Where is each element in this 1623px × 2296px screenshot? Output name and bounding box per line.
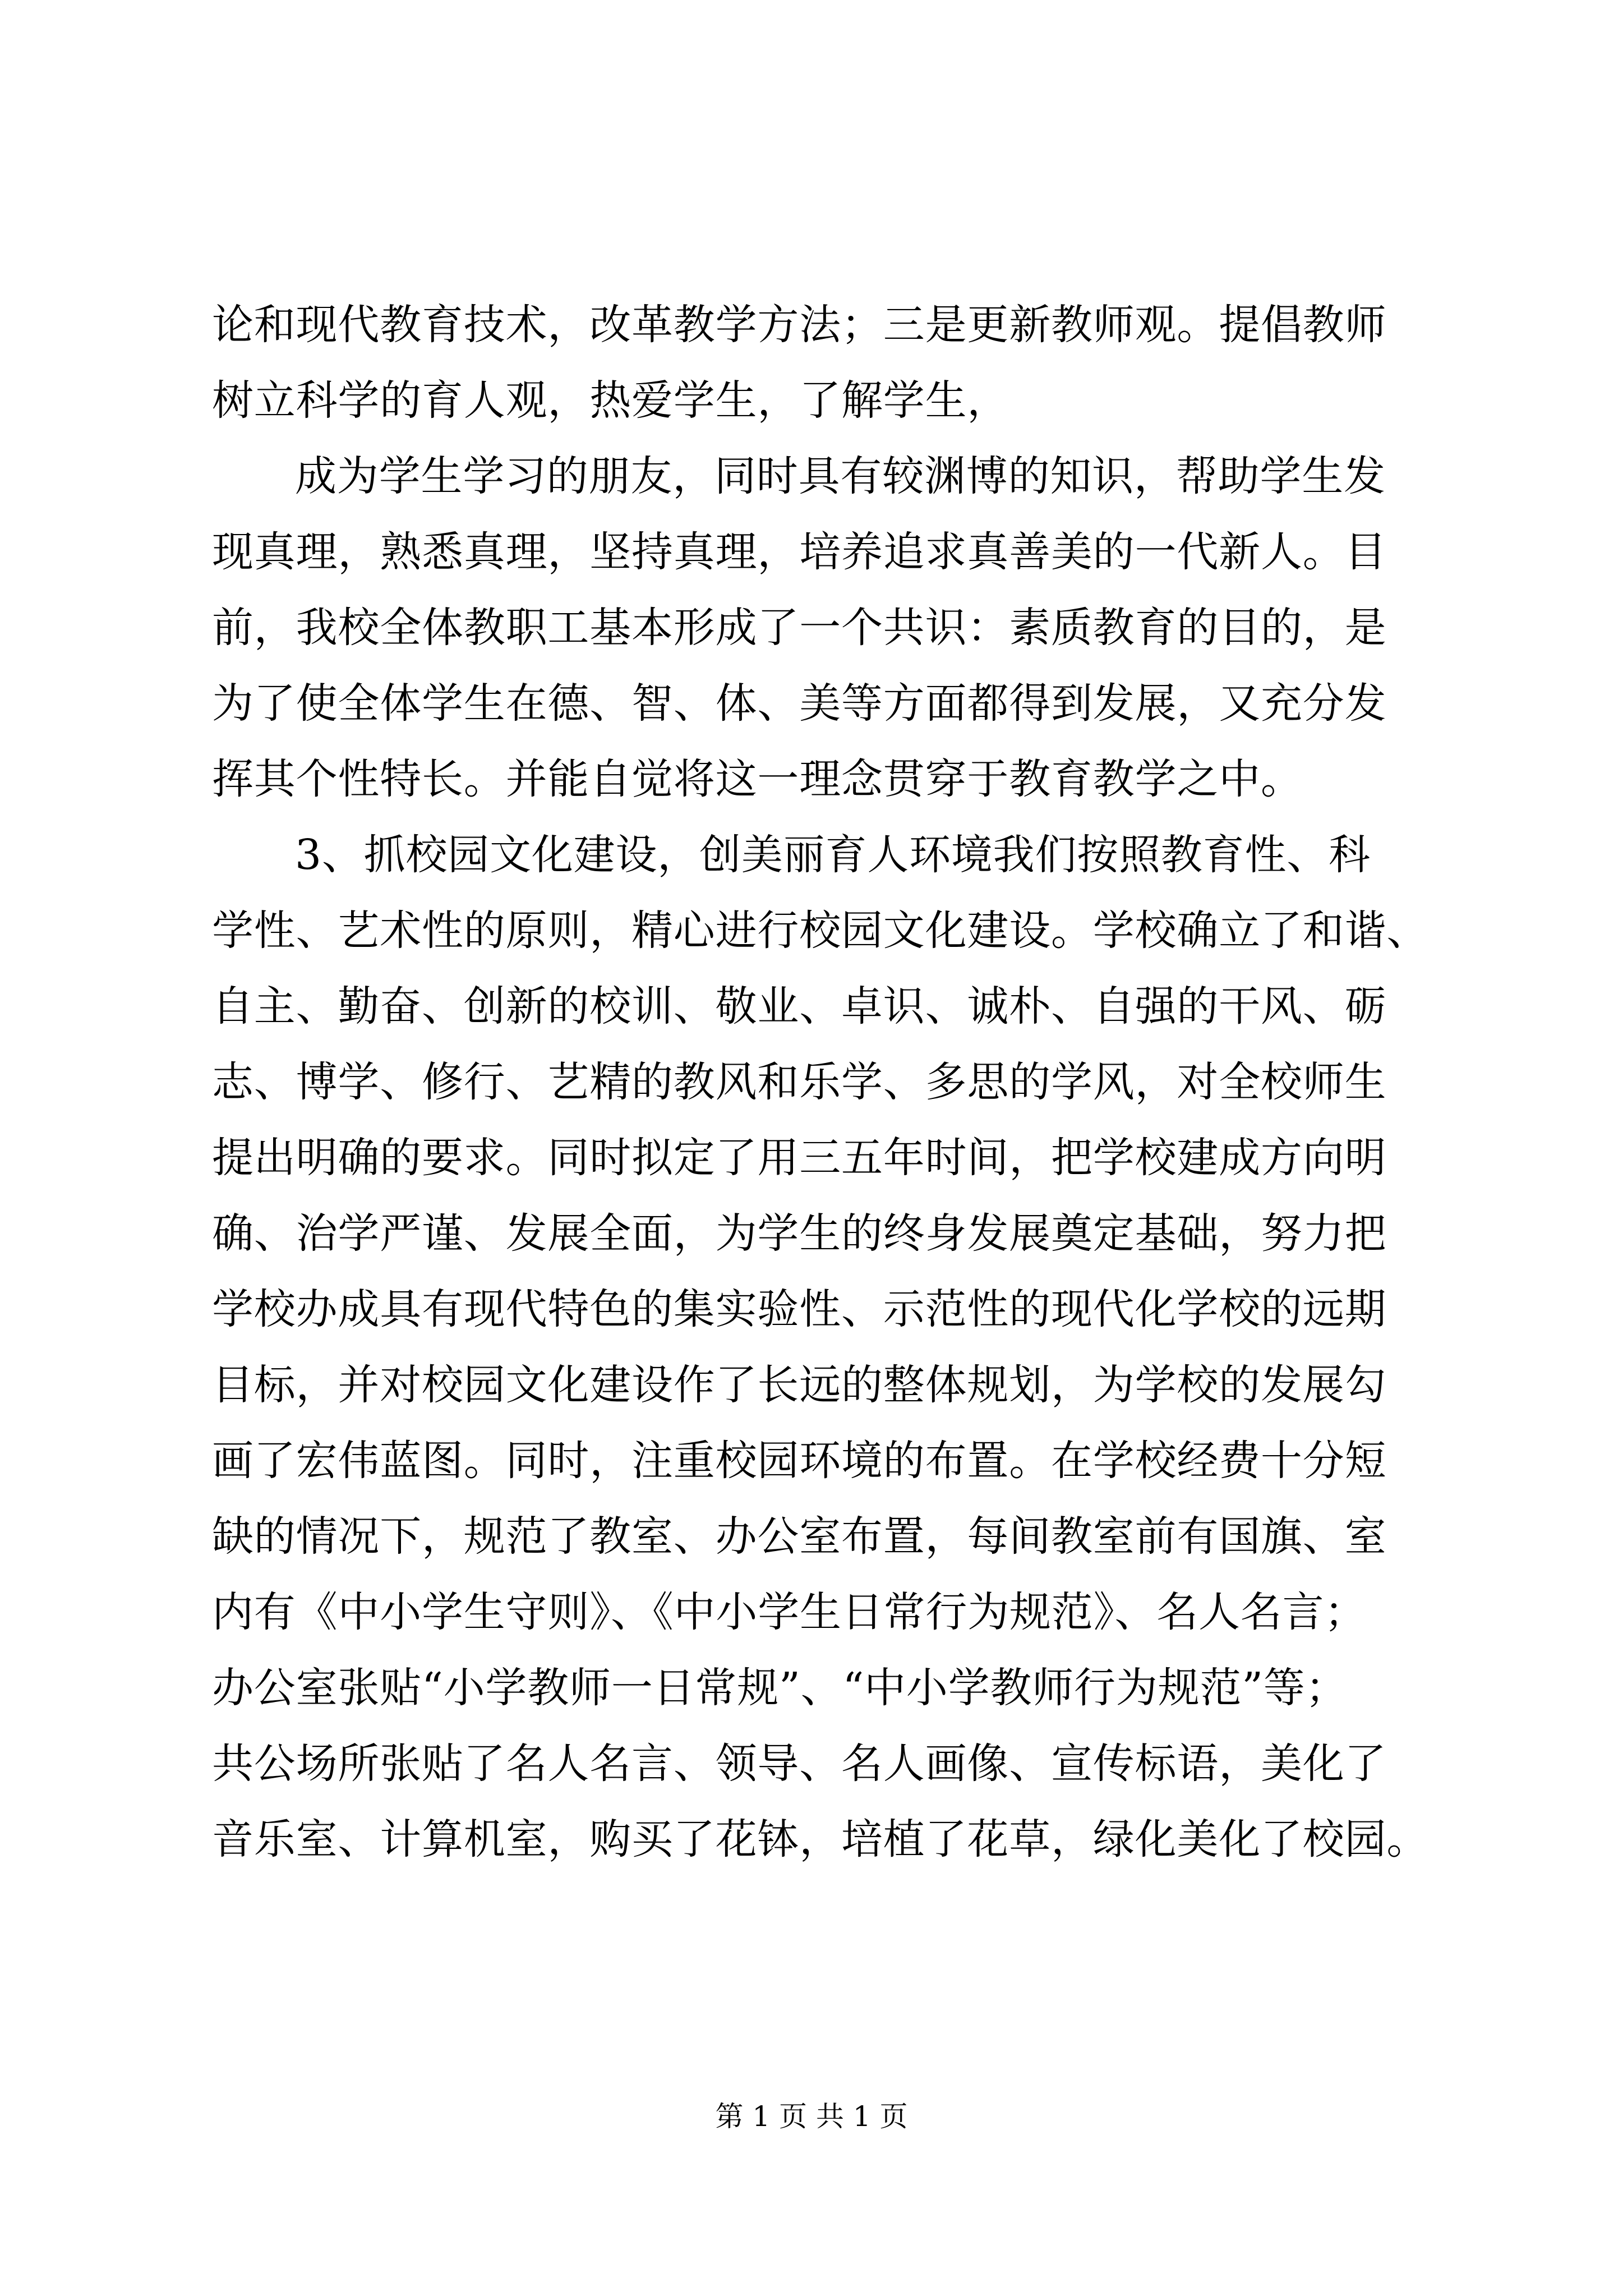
body-line: 学校办成具有现代特色的集实验性、示范性的现代化学校的远期 [212,1285,1387,1333]
body-line: 成为学生学习的朋友，同时具有较渊博的知识，帮助学生发 [295,452,1386,500]
body-line: 办公室张贴“小学教师一日常规”、“中小学教师行为规范”等； [212,1664,1348,1712]
body-line: 提出明确的要求。同时拟定了用三五年时间，把学校建成方向明 [212,1134,1387,1182]
page-footer: 第 1 页 共 1 页 [715,2100,908,2133]
body-line: 志、博学、修行、艺精的教风和乐学、多思的学风，对全校师生 [212,1058,1387,1106]
body-line: 确、治学严谨、发展全面，为学生的终身发展奠定基础，努力把 [212,1209,1387,1258]
body-line: 前，我校全体教职工基本形成了一个共识：素质教育的目的，是 [212,604,1387,652]
body-line: 现真理，熟悉真理，坚持真理，培养追求真善美的一代新人。目 [212,528,1387,576]
body-line: 自主、勤奋、创新的校训、敬业、卓识、诚朴、自强的干风、砺 [212,982,1387,1030]
body-line: 为了使全体学生在德、智、体、美等方面都得到发展，又充分发 [212,679,1387,728]
body-line: 音乐室、计算机室，购买了花钵，培植了花草，绿化美化了校园。 [212,1815,1429,1864]
document-body [212,287,1429,1878]
body-line: 画了宏伟蓝图。同时，注重校园环境的布置。在学校经费十分短 [212,1437,1387,1485]
body-line: 内有《中小学生守则》、《中小学生日常行为规范》、名人名言； [212,1588,1367,1636]
body-line: 论和现代教育技术，改革教学方法；三是更新教师观。提倡教师 [212,301,1387,349]
body-line: 缺的情况下，规范了教室、办公室布置，每间教室前有国旗、室 [212,1512,1387,1561]
body-line: 挥其个性特长。并能自觉将这一理念贯穿于教育教学之中。 [212,755,1303,803]
body-line: 3、抓校园文化建设，创美丽育人环境我们按照教育性、科 [295,831,1371,879]
body-line: 学性、艺术性的原则，精心进行校园文化建设。学校确立了和谐、 [212,907,1429,955]
body-line: 树立科学的育人观，热爱学生，了解学生， [212,376,1009,425]
body-line: 目标，并对校园文化建设作了长远的整体规划，为学校的发展勾 [212,1361,1387,1409]
body-line: 共公场所张贴了名人名言、领导、名人画像、宣传标语，美化了 [212,1740,1387,1788]
